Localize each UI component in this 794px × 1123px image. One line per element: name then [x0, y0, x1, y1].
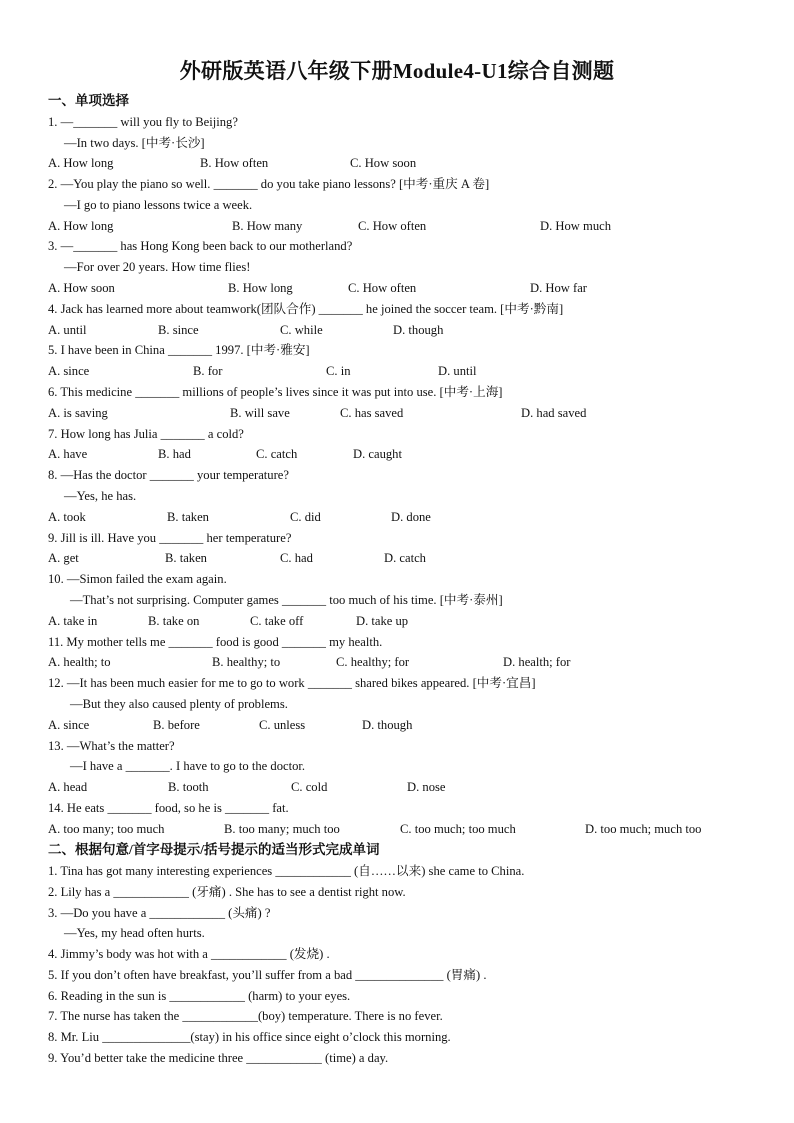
fill-item-1: 1. Tina has got many interesting experiences ____________ (自……以来) she came to China. [48, 864, 525, 878]
fill-item-4: 4. Jimmy’s body was hot with a ____________ (发烧) . [48, 947, 330, 961]
question-14-option-a: A. too many; too much [48, 822, 165, 836]
question-13-stem: 13. —What’s the matter? [48, 739, 175, 753]
question-14-option-b: B. too many; much too [224, 822, 340, 836]
question-10-option-b: B. take on [148, 614, 200, 628]
question-8-option-d: D. done [391, 510, 431, 524]
fill-item-3: 3. —Do you have a ____________ (头痛) ? [48, 906, 271, 920]
fill-item-7: 7. The nurse has taken the ____________(boy) temperature. There is no fever. [48, 1009, 443, 1023]
page-title: 外研版英语八年级下册Module4-U1综合自测题 [179, 59, 615, 83]
section-heading-2: 二、根据句意/首字母提示/括号提示的适当形式完成单词 [48, 842, 380, 857]
question-5-option-b: B. for [193, 364, 223, 378]
question-1-option-a: A. How long [48, 156, 114, 170]
question-9-option-c: C. had [280, 551, 313, 565]
question-5-option-d: D. until [438, 364, 477, 378]
question-9-option-b: B. taken [165, 551, 207, 565]
question-12-stem: 12. —It has been much easier for me to go to work _______ shared bikes appeared. [中考·宜昌] [48, 676, 536, 690]
question-2-option-d: D. How much [540, 219, 612, 233]
question-13-option-d: D. nose [407, 780, 446, 794]
question-6-option-a: A. is saving [48, 406, 108, 420]
question-1-stem: 1. —_______ will you fly to Beijing? [48, 115, 238, 129]
question-13-option-c: C. cold [291, 780, 328, 794]
question-6-option-c: C. has saved [340, 406, 404, 420]
question-11-stem: 11. My mother tells me _______ food is good _______ my health. [48, 635, 383, 649]
question-3-reply: —For over 20 years. How time flies! [64, 260, 251, 274]
question-7-option-d: D. caught [353, 447, 402, 461]
question-2-option-b: B. How many [232, 219, 303, 233]
question-2-reply: —I go to piano lessons twice a week. [64, 198, 253, 212]
question-2-option-c: C. How often [358, 219, 427, 233]
question-10-option-d: D. take up [356, 614, 409, 628]
question-4-option-b: B. since [158, 323, 199, 337]
question-13-option-b: B. tooth [168, 780, 209, 794]
question-1-reply: —In two days. [中考·长沙] [64, 136, 205, 150]
question-4-option-a: A. until [48, 323, 87, 337]
question-8-stem: 8. —Has the doctor _______ your temperature? [48, 468, 289, 482]
question-1-option-c: C. How soon [350, 156, 417, 170]
question-12-option-a: A. since [48, 718, 90, 732]
question-10-reply: —That’s not surprising. Computer games _______ too much of his time. [中考·泰州] [70, 593, 503, 607]
question-8-reply: —Yes, he has. [64, 489, 137, 503]
question-10-stem: 10. —Simon failed the exam again. [48, 572, 227, 586]
question-10-option-a: A. take in [48, 614, 98, 628]
question-6-option-b: B. will save [230, 406, 290, 420]
question-9-option-d: D. catch [384, 551, 426, 565]
question-7-stem: 7. How long has Julia _______ a cold? [48, 427, 244, 441]
question-6-stem: 6. This medicine _______ millions of people’s lives since it was put into use. [中考·上海] [48, 385, 503, 399]
fill-item-3-reply: —Yes, my head often hurts. [64, 926, 205, 940]
fill-item-6: 6. Reading in the sun is ____________ (harm) to your eyes. [48, 989, 351, 1003]
question-13-reply: —I have a _______. I have to go to the doctor. [70, 759, 306, 773]
question-4-option-c: C. while [280, 323, 323, 337]
question-3-option-c: C. How often [348, 281, 417, 295]
question-6-option-d: D. had saved [521, 406, 587, 420]
question-8-option-b: B. taken [167, 510, 209, 524]
fill-item-5: 5. If you don’t often have breakfast, you’ll suffer from a bad ______________ (胃痛) . [48, 968, 487, 982]
question-11-option-c: C. healthy; for [336, 655, 410, 669]
question-5-option-a: A. since [48, 364, 90, 378]
question-11-option-b: B. healthy; to [212, 655, 281, 669]
question-5-option-c: C. in [326, 364, 351, 378]
fill-item-2: 2. Lily has a ____________ (牙痛) . She has to see a dentist right now. [48, 885, 406, 899]
question-7-option-c: C. catch [256, 447, 298, 461]
question-4-option-d: D. though [393, 323, 444, 337]
question-14-stem: 14. He eats _______ food, so he is _______ fat. [48, 801, 289, 815]
question-2-stem: 2. —You play the piano so well. _______ do you take piano lessons? [中考·重庆 A 卷] [48, 177, 490, 191]
question-2-option-a: A. How long [48, 219, 114, 233]
question-13-option-a: A. head [48, 780, 88, 794]
question-7-option-b: B. had [158, 447, 191, 461]
question-3-option-d: D. How far [530, 281, 588, 295]
question-14-option-c: C. too much; too much [400, 822, 516, 836]
question-8-option-c: C. did [290, 510, 321, 524]
question-3-option-a: A. How soon [48, 281, 115, 295]
fill-item-9: 9. You’d better take the medicine three ____________ (time) a day. [48, 1051, 389, 1065]
question-9-stem: 9. Jill is ill. Have you _______ her temperature? [48, 531, 292, 545]
question-1-option-b: B. How often [200, 156, 269, 170]
question-12-option-d: D. though [362, 718, 413, 732]
fill-item-8: 8. Mr. Liu ______________(stay) in his office since eight o’clock this morning. [48, 1030, 451, 1044]
question-14-option-d: D. too much; much too [585, 822, 702, 836]
question-8-option-a: A. took [48, 510, 86, 524]
question-5-stem: 5. I have been in China _______ 1997. [中考·雅安] [48, 343, 310, 357]
question-12-option-c: C. unless [259, 718, 306, 732]
question-12-reply: —But they also caused plenty of problems. [70, 697, 288, 711]
question-3-stem: 3. —_______ has Hong Kong been back to our motherland? [48, 239, 353, 253]
question-12-option-b: B. before [153, 718, 200, 732]
question-4-stem: 4. Jack has learned more about teamwork(团队合作) _______ he joined the soccer team. [中考·黔南] [48, 302, 564, 316]
question-3-option-b: B. How long [228, 281, 293, 295]
section-heading-1: 一、单项选择 [48, 93, 129, 108]
question-10-option-c: C. take off [250, 614, 304, 628]
question-11-option-a: A. health; to [48, 655, 111, 669]
question-9-option-a: A. get [48, 551, 79, 565]
question-7-option-a: A. have [48, 447, 88, 461]
question-11-option-d: D. health; for [503, 655, 571, 669]
